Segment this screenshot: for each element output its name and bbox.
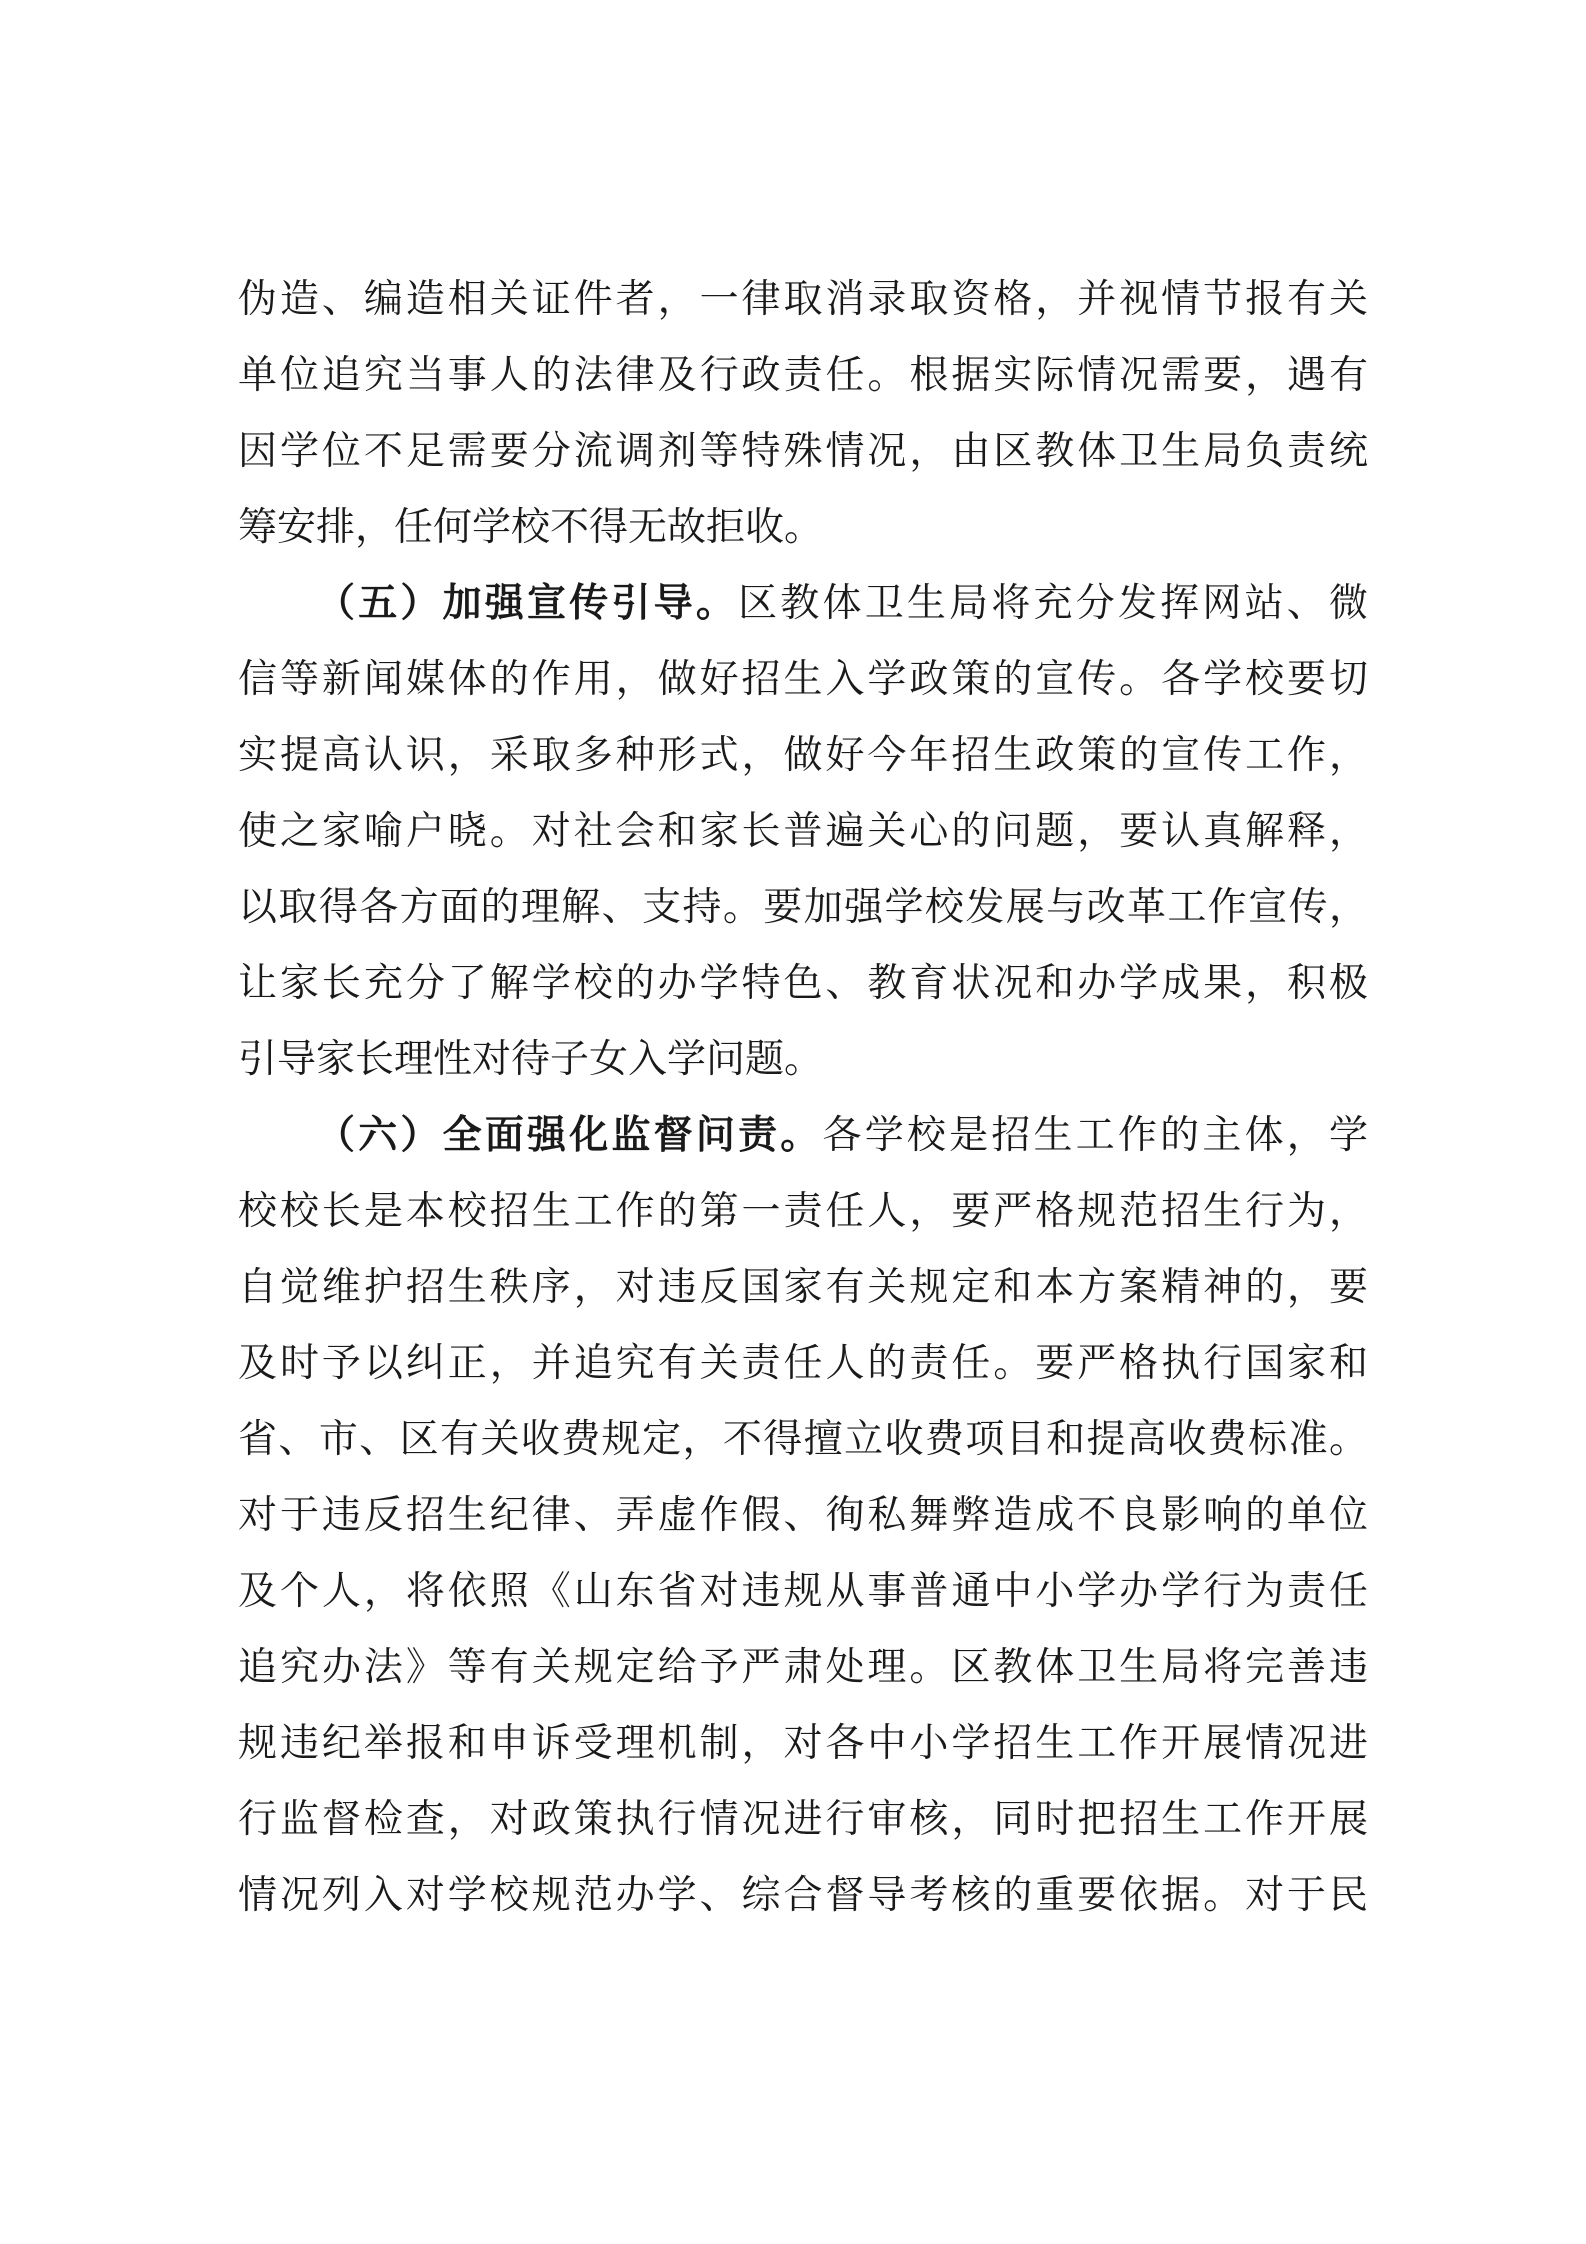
text-line: 引导家长理性对待子女入学问题。 <box>238 1037 824 1082</box>
text-line: 省、市、区有关收费规定，不得擅立收费项目和提高收费标准。 <box>238 1417 1368 1462</box>
document-body <box>238 262 1368 1934</box>
section-heading: （五）加强宣传引导。 <box>316 581 739 626</box>
text-line: 单位追究当事人的法律及行政责任。根据实际情况需要，遇有 <box>238 353 1368 398</box>
text-line: 规违纪举报和申诉受理机制，对各中小学招生工作开展情况进 <box>238 1721 1368 1766</box>
text-line: 信等新闻媒体的作用，做好招生入学政策的宣传。各学校要切 <box>238 657 1368 702</box>
text-line: 以取得各方面的理解、支持。要加强学校发展与改革工作宣传， <box>238 885 1368 930</box>
paragraph-publicity <box>238 566 1368 1098</box>
text-span: 区教体卫生局将充分发挥网站、微 <box>738 581 1368 626</box>
section-heading: （六）全面强化监督问责。 <box>316 1113 823 1158</box>
text-line: 行监督检查，对政策执行情况进行审核，同时把招生工作开展 <box>238 1797 1368 1842</box>
text-line-first <box>238 1098 1368 1174</box>
text-line: 筹安排，任何学校不得无故拒收。 <box>238 505 824 550</box>
text-line-first <box>238 566 1368 642</box>
text-line: 让家长充分了解学校的办学特色、教育状况和办学成果，积极 <box>238 961 1368 1006</box>
text-line: 情况列入对学校规范办学、综合督导考核的重要依据。对于民 <box>238 1873 1368 1918</box>
paragraph-continuation <box>238 262 1368 566</box>
text-line: 及时予以纠正，并追究有关责任人的责任。要严格执行国家和 <box>238 1341 1368 1386</box>
text-line: 追究办法》等有关规定给予严肃处理。区教体卫生局将完善违 <box>238 1645 1368 1690</box>
text-line: 自觉维护招生秩序，对违反国家有关规定和本方案精神的，要 <box>238 1265 1368 1310</box>
text-line: 校校长是本校招生工作的第一责任人，要严格规范招生行为， <box>238 1189 1368 1234</box>
text-line: 及个人，将依照《山东省对违规从事普通中小学办学行为责任 <box>238 1569 1368 1614</box>
text-line: 使之家喻户晓。对社会和家长普遍关心的问题，要认真解释， <box>238 809 1368 854</box>
text-line: 伪造、编造相关证件者，一律取消录取资格，并视情节报有关 <box>238 277 1368 322</box>
paragraph-supervision <box>238 1098 1368 1934</box>
text-line: 对于违反招生纪律、弄虚作假、徇私舞弊造成不良影响的单位 <box>238 1493 1368 1538</box>
text-line: 因学位不足需要分流调剂等特殊情况，由区教体卫生局负责统 <box>238 429 1368 474</box>
text-span: 各学校是招生工作的主体，学 <box>822 1113 1368 1158</box>
text-line: 实提高认识，采取多种形式，做好今年招生政策的宣传工作， <box>238 733 1368 778</box>
